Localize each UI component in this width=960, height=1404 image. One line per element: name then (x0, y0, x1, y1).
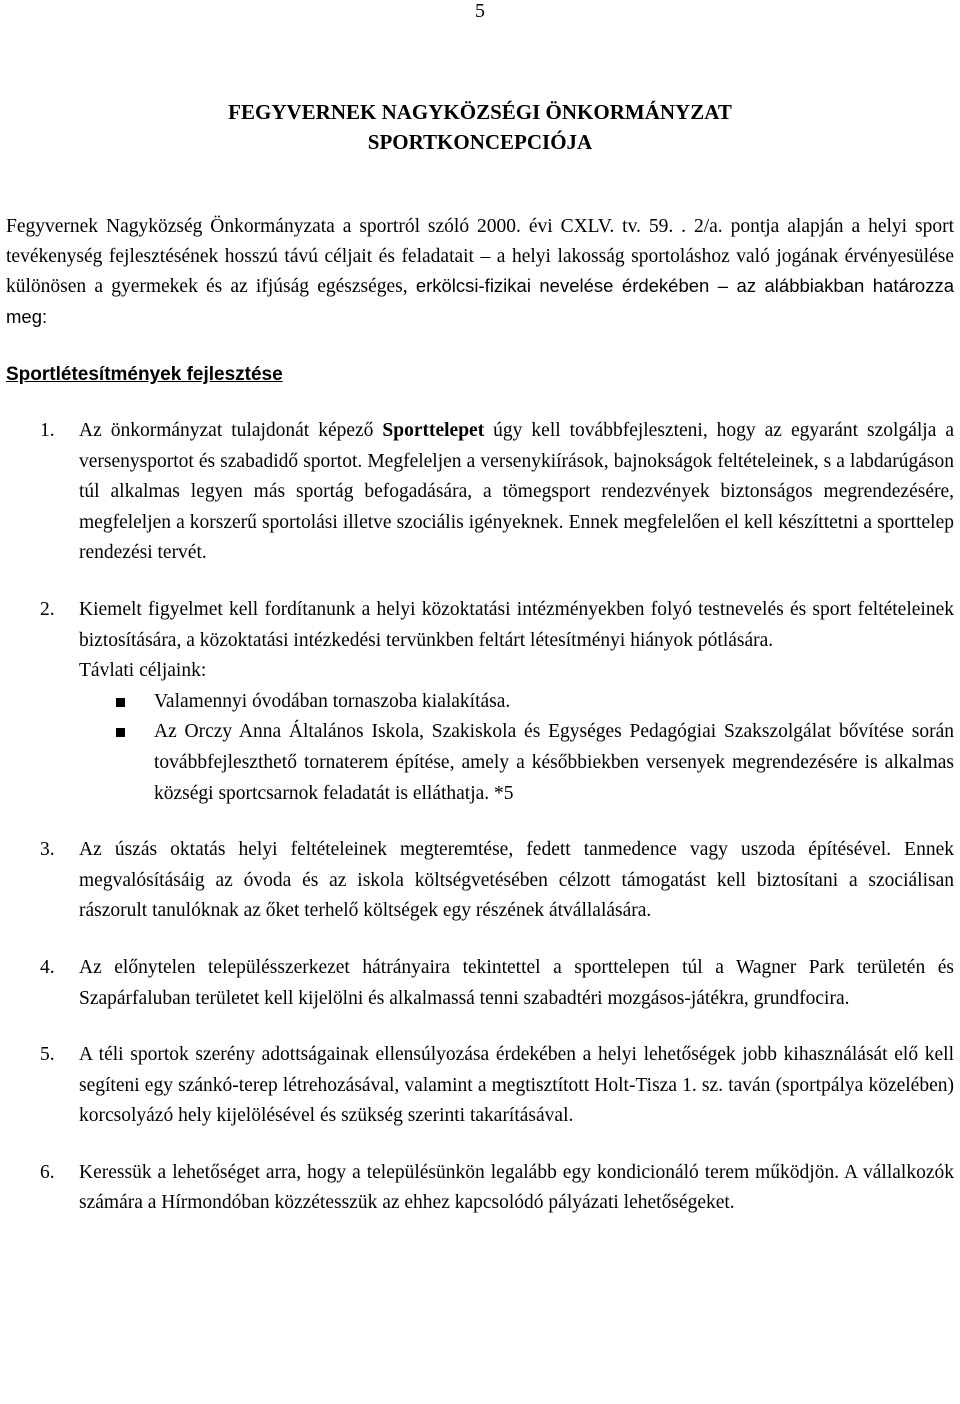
item-number: 1. (40, 420, 55, 441)
list-item-2 (6, 595, 954, 809)
item-number: 3. (40, 839, 55, 861)
item-text-post: úgy kell továbbfejleszteni, hogy az egyaránt szolgálja a versenysportot és szabadidő sportot. Megfeleljen a versenykiírások, bajnokságok feltételeinek, s a labdarúgáson túl alkalmas legyen más sportág befogadására, a tömegsport rendezvények biztonságos megrendezésére, megfeleljen a korszerű sportolási illetve szociális igényeknek. Ennek megfelelően el kell készíttetni a sporttelep rendezési tervét. (79, 420, 954, 564)
goal-item (79, 687, 954, 718)
goal-text: Az Orczy Anna Általános Iskola, Szakiskola és Egységes Pedagógiai Szakszolgálat bővítése során továbbfejleszthető tornaterem építése, amely a későbbiekben versenyek megrendezésére is alkalmas községi sportcsarnok feladatát is elláthatja. *5 (154, 721, 954, 804)
list-item-3 (6, 835, 954, 927)
item-text: Kiemelt figyelmet kell fordítanunk a helyi közoktatási intézményekben folyó testnevelés és sport feltételeinek biztosítására, a közoktatási intézkedési tervünkben feltárt létesítményi hiányok pótlására. (79, 598, 954, 651)
item-text: Keressük a lehetőséget arra, hogy a településünkön legalább egy kondicionáló terem működjön. A vállalkozók számára a Hírmondóban közzétesszük az ehhez kapcsolódó pályázati lehetőségeket. (79, 1161, 954, 1214)
list-item-5 (6, 1040, 954, 1132)
document-title (0, 97, 960, 157)
title-line-2: SPORTKONCEPCIÓJA (367, 130, 593, 154)
goal-text: Valamennyi óvodában tornaszoba kialakítása. (154, 690, 511, 712)
item-text (79, 416, 954, 569)
item-number: 6. (40, 1161, 55, 1183)
intro-paragraph (6, 212, 954, 332)
section-heading: Sportlétesítmények fejlesztése (6, 364, 283, 385)
item-number: 4. (40, 956, 55, 978)
goals-list (79, 687, 954, 809)
item-list (6, 416, 954, 1245)
intro-text-part1: Fegyvernek Nagyközség Önkormányzata a sportról szóló 2000. évi CXLV. tv. 59. . 2/a. pontja alapján a helyi sport tevékenység fejlesztésének hosszú távú céljait és feladatait – a helyi lakosság sportoláshoz való jogának érvényesülése különösen a gyermekek és az ifjúság egészséges, (6, 216, 954, 297)
list-item-1 (6, 416, 954, 569)
item-text: Az előnytelen településszerkezet hátrányaira tekintettel a sporttelepen túl a Wagner Park területén és Szapárfaluban területet kell kijelölni és alkalmassá tenni szabadtéri mozgásos-játékra, grundfocira. (79, 956, 954, 1009)
intro-text-part2: erkölcsi-fizikai nevelése érdekében – az alábbiakban határozza meg: (6, 275, 954, 327)
goal-item (79, 717, 954, 809)
title-line-1: FEGYVERNEK NAGYKÖZSÉGI ÖNKORMÁNYZAT (228, 100, 732, 124)
list-item-6 (6, 1158, 954, 1219)
square-bullet-icon (116, 728, 125, 737)
item-number: 5. (40, 1044, 55, 1066)
item-number: 2. (40, 598, 55, 620)
list-item-4 (6, 953, 954, 1014)
page-number: 5 (475, 0, 485, 22)
item-text-pre: Az önkormányzat tulajdonát képező (79, 420, 383, 441)
item-text-bold: Sporttelepet (382, 420, 485, 441)
square-bullet-icon (116, 698, 125, 707)
goals-subheading: Távlati céljaink: (79, 660, 207, 682)
item-text: A téli sportok szerény adottságainak ellensúlyozása érdekében a helyi lehetőségek jobb kihasználását elő kell segíteni egy szánkó-terep létrehozásával, valamint a megtisztított Holt-Tisza 1. sz. taván (sportpálya közelében) korcsolyázó hely kijelölésével és szükség szerinti takarításával. (79, 1044, 954, 1127)
item-text: Az úszás oktatás helyi feltételeinek megteremtése, fedett tanmedence vagy uszoda építésével. Ennek megvalósításáig az óvoda és az iskola költségvetésében célzott támogatást kell biztosítani a szociálisan rászorult tanulóknak az őket terhelő költségek egy részének átvállalására. (79, 839, 954, 922)
